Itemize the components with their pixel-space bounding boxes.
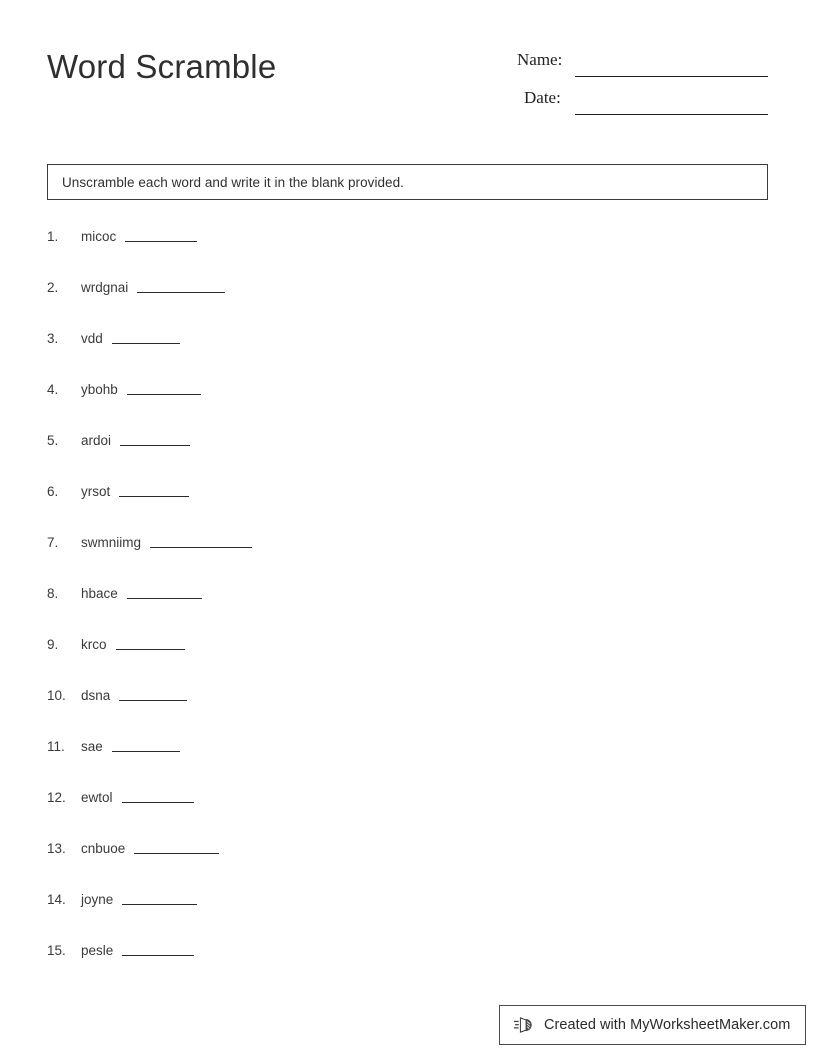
word-scramble-row — [47, 636, 747, 687]
answer-blank[interactable] — [150, 534, 252, 548]
date-label: Date: — [524, 88, 561, 107]
answer-blank[interactable] — [119, 483, 189, 497]
word-number: 12. — [47, 790, 66, 805]
answer-blank[interactable] — [125, 228, 197, 242]
scrambled-word: krco — [81, 637, 107, 652]
word-number: 6. — [47, 484, 59, 499]
answer-blank[interactable] — [119, 687, 187, 701]
instructions-box — [47, 164, 768, 200]
scrambled-word: joyne — [81, 892, 114, 907]
name-label: Name: — [517, 50, 563, 69]
answer-blank[interactable] — [112, 738, 180, 752]
answer-blank[interactable] — [120, 432, 190, 446]
name-input-line[interactable] — [575, 76, 768, 77]
word-scramble-row — [47, 381, 747, 432]
date-field-row — [500, 88, 790, 126]
answer-blank[interactable] — [127, 585, 202, 599]
word-scramble-row — [47, 228, 747, 279]
word-scramble-row — [47, 891, 747, 942]
scrambled-word: ardoi — [81, 433, 112, 448]
student-info-block — [500, 50, 790, 126]
word-scramble-row — [47, 687, 747, 738]
scrambled-word: dsna — [81, 688, 111, 703]
word-scramble-row — [47, 942, 747, 993]
word-number: 2. — [47, 280, 59, 295]
scrambled-word: ybohb — [81, 382, 118, 397]
word-scramble-list — [47, 228, 747, 993]
scrambled-word: ewtol — [81, 790, 113, 805]
word-number: 5. — [47, 433, 59, 448]
word-scramble-row — [47, 738, 747, 789]
scrambled-word: micoc — [81, 229, 117, 244]
word-number: 10. — [47, 688, 66, 703]
worksheet-maker-logo-icon — [514, 1014, 536, 1036]
scrambled-word: wrdgnai — [81, 280, 129, 295]
word-number: 14. — [47, 892, 66, 907]
word-number: 4. — [47, 382, 59, 397]
word-number: 1. — [47, 229, 59, 244]
word-number: 8. — [47, 586, 59, 601]
answer-blank[interactable] — [116, 636, 185, 650]
date-input-line[interactable] — [575, 114, 768, 115]
instructions-text: Unscramble each word and write it in the blank provided. — [62, 174, 404, 190]
scrambled-word: yrsot — [81, 484, 111, 499]
word-scramble-row — [47, 840, 747, 891]
answer-blank[interactable] — [122, 942, 194, 956]
footer-attribution-text: Created with MyWorksheetMaker.com — [544, 1017, 791, 1033]
scrambled-word: pesle — [81, 943, 114, 958]
word-number: 11. — [47, 739, 65, 754]
scrambled-word: swmniimg — [81, 535, 142, 550]
word-scramble-row — [47, 483, 747, 534]
answer-blank[interactable] — [122, 891, 197, 905]
word-number: 15. — [47, 943, 66, 958]
word-scramble-row — [47, 585, 747, 636]
answer-blank[interactable] — [137, 279, 225, 293]
answer-blank[interactable] — [134, 840, 219, 854]
word-number: 7. — [47, 535, 59, 550]
word-number: 13. — [47, 841, 66, 856]
answer-blank[interactable] — [122, 789, 194, 803]
worksheet-header — [0, 0, 816, 140]
scrambled-word: cnbuoe — [81, 841, 126, 856]
word-number: 9. — [47, 637, 59, 652]
word-scramble-row — [47, 330, 747, 381]
footer-attribution-badge[interactable] — [499, 1005, 806, 1045]
scrambled-word: hbace — [81, 586, 118, 601]
answer-blank[interactable] — [112, 330, 180, 344]
word-scramble-row — [47, 789, 747, 840]
answer-blank[interactable] — [127, 381, 201, 395]
word-scramble-row — [47, 432, 747, 483]
scrambled-word: sae — [81, 739, 103, 754]
word-number: 3. — [47, 331, 59, 346]
word-scramble-row — [47, 279, 747, 330]
page-title: Word Scramble — [47, 48, 277, 85]
name-field-row — [500, 50, 790, 88]
scrambled-word: vdd — [81, 331, 103, 346]
word-scramble-row — [47, 534, 747, 585]
